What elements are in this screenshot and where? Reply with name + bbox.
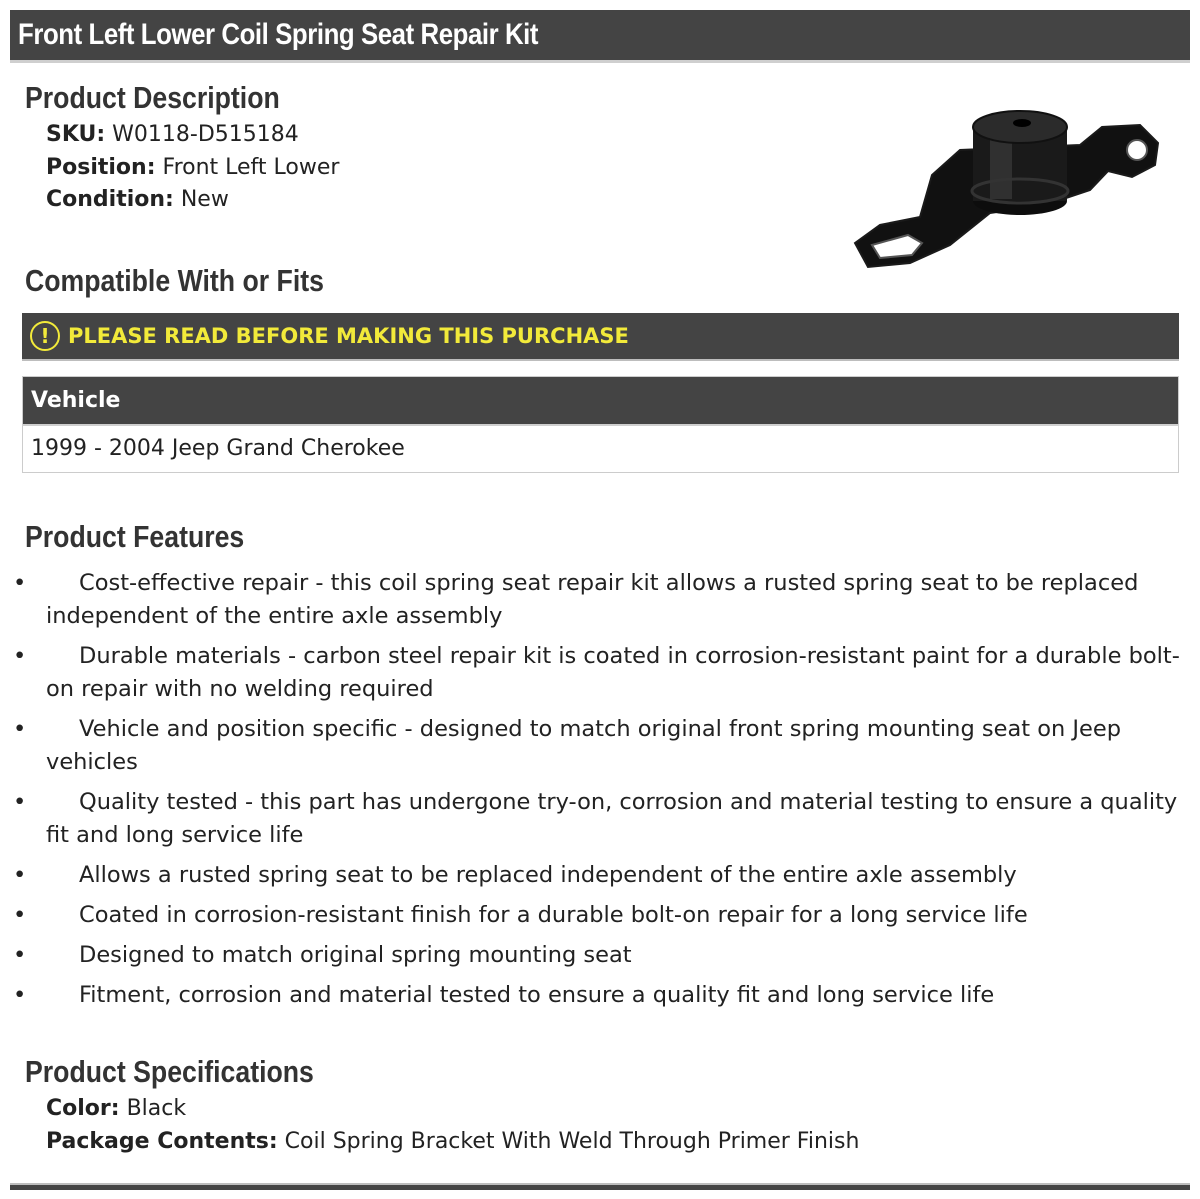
list-item: • Quality tested - this part has undergone try-on, corrosion and material testing to ensure a quality fit and long service life bbox=[46, 786, 1192, 852]
list-item: • Coated in corrosion-resistant finish for a durable bolt-on repair for a long service life bbox=[46, 899, 1192, 932]
list-item: • Fitment, corrosion and material tested to ensure a quality fit and long service life bbox=[46, 979, 1192, 1012]
condition-label: Condition: bbox=[46, 187, 174, 212]
features-list bbox=[46, 567, 1192, 1019]
vehicle-column-header: Vehicle bbox=[23, 377, 1179, 425]
product-image bbox=[840, 95, 1170, 275]
alert-icon: ! bbox=[30, 321, 60, 351]
condition-value: New bbox=[180, 187, 229, 212]
sku-label: SKU: bbox=[46, 122, 106, 147]
list-item: • Designed to match original spring mounting seat bbox=[46, 939, 1192, 972]
package-value: Coil Spring Bracket With Weld Through Primer Finish bbox=[284, 1129, 860, 1154]
bottom-divider bbox=[10, 1183, 1190, 1190]
vehicle-table bbox=[22, 376, 1179, 473]
vehicle-cell: 1999 - 2004 Jeep Grand Cherokee bbox=[31, 436, 405, 462]
sku-row bbox=[46, 122, 299, 147]
title-bar bbox=[10, 10, 1190, 63]
color-value: Black bbox=[126, 1096, 187, 1121]
position-label: Position: bbox=[46, 155, 156, 180]
position-row bbox=[46, 155, 339, 180]
compat-heading: Compatible With or Fits bbox=[25, 263, 324, 298]
list-item: • Cost-effective repair - this coil spring seat repair kit allows a rusted spring seat to be replaced independent of the entire axle assembly bbox=[46, 567, 1192, 633]
features-heading: Product Features bbox=[25, 519, 245, 554]
color-label: Color: bbox=[46, 1096, 120, 1121]
description-heading: Product Description bbox=[25, 80, 280, 115]
page-title: Front Left Lower Coil Spring Seat Repair Kit bbox=[18, 18, 539, 51]
position-value: Front Left Lower bbox=[162, 155, 340, 180]
notice-text: PLEASE READ BEFORE MAKING THIS PURCHASE bbox=[68, 324, 629, 348]
list-item: • Vehicle and position specific - designed to match original front spring mounting seat on Jeep vehicles bbox=[46, 713, 1192, 779]
package-row bbox=[46, 1129, 859, 1154]
purchase-notice[interactable] bbox=[22, 313, 1179, 361]
list-item: • Durable materials - carbon steel repair kit is coated in corrosion-resistant paint for a durable bolt-on repair with no welding required bbox=[46, 640, 1192, 706]
package-label: Package Contents: bbox=[46, 1129, 278, 1154]
sku-value: W0118-D515184 bbox=[112, 122, 299, 147]
table-row bbox=[23, 425, 1179, 473]
color-row bbox=[46, 1096, 186, 1121]
specs-heading: Product Specifications bbox=[25, 1054, 314, 1089]
condition-row bbox=[46, 187, 229, 212]
list-item: • Allows a rusted spring seat to be replaced independent of the entire axle assembly bbox=[46, 859, 1192, 892]
